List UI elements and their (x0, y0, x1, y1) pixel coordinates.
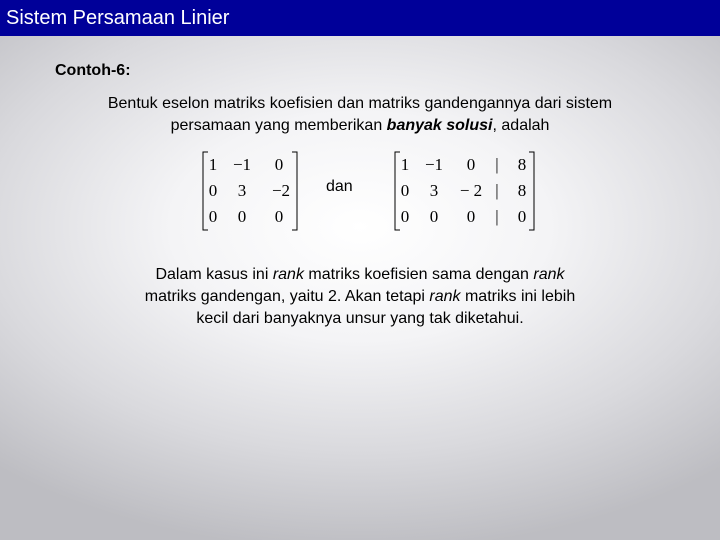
matrix-cell: 0 (400, 181, 410, 200)
outro-text: matriks koefisien sama dengan (303, 266, 534, 283)
matrix-cell: | (495, 207, 499, 226)
matrix-cell: | (495, 155, 499, 174)
matrix-cell: 0 (237, 207, 247, 226)
matrix-cell: 0 (400, 207, 410, 226)
matrix-cell: −2 (271, 181, 291, 200)
matrix-cell: 0 (208, 181, 218, 200)
outro-line-3: kecil dari banyaknya unsur yang tak diketahui. (196, 310, 524, 327)
rank-term: rank (429, 288, 461, 305)
emphasis-text: banyak solusi (386, 117, 493, 134)
matrix-cell: 8 (517, 181, 527, 200)
matrix-cell: 0 (274, 207, 284, 226)
example-heading: Contoh-6: (55, 62, 131, 79)
outro-text: matriks gandengan, yaitu 2. Akan tetapi (144, 288, 430, 305)
matrix-cell: 0 (429, 207, 439, 226)
matrix-cell: 3 (429, 181, 439, 200)
explanation-paragraph (60, 264, 660, 330)
outro-text: matriks ini lebih (460, 288, 576, 305)
slide-title: Sistem Persamaan Linier (0, 0, 720, 36)
rank-term: rank (533, 266, 565, 283)
intro-line-1: Bentuk eselon matriks koefisien dan matriks gandengannya dari sistem (107, 95, 613, 112)
matrix-cell: 0 (466, 155, 476, 174)
matrix-cell: 0 (208, 207, 218, 226)
matrix-cell: 1 (400, 155, 410, 174)
coefficient-matrix (200, 150, 300, 232)
matrix-cell: | (495, 181, 499, 200)
intro-paragraph (60, 93, 660, 137)
outro-line-2 (60, 286, 660, 308)
matrix-cell: 3 (237, 181, 247, 200)
augmented-matrix (392, 150, 537, 232)
matrix-cell: 1 (208, 155, 218, 174)
intro-text: persamaan yang memberikan (170, 117, 387, 134)
rank-term: rank (272, 266, 304, 283)
matrix-cell: −1 (232, 155, 252, 174)
outro-text: Dalam kasus ini (155, 266, 273, 283)
matrix-cell: −1 (424, 155, 444, 174)
and-label: dan (326, 178, 353, 195)
matrix-cell: 0 (466, 207, 476, 226)
matrix-cell: 0 (517, 207, 527, 226)
intro-text-end: , adalah (492, 117, 550, 134)
matrix-cell: 8 (517, 155, 527, 174)
matrix-cell: − 2 (459, 181, 483, 200)
outro-line-1 (60, 264, 660, 286)
matrix-cell: 0 (274, 155, 284, 174)
intro-line-2 (60, 115, 660, 137)
